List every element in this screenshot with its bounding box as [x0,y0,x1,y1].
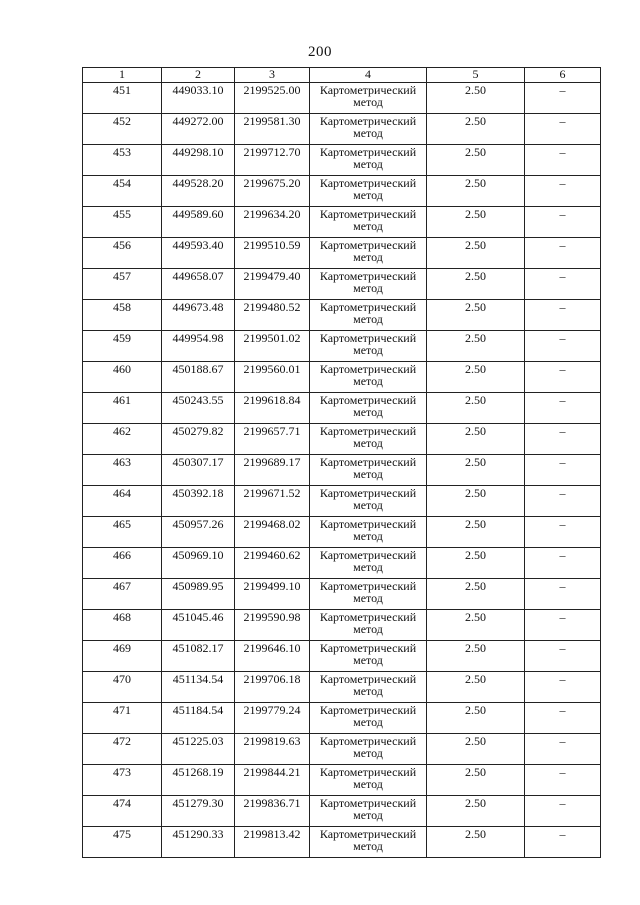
table-row [83,362,601,393]
accuracy-cell: 2.50 [427,455,525,486]
table-row [83,548,601,579]
x-coordinate-cell: 450188.67 [162,362,235,393]
x-coordinate-cell: 451134.54 [162,672,235,703]
description-cell: – [525,83,601,114]
point-number-cell: 455 [83,207,162,238]
method-cell: Картометрический метод [310,424,427,455]
point-number-cell: 460 [83,362,162,393]
description-cell: – [525,331,601,362]
y-coordinate-cell: 2199634.20 [235,207,310,238]
y-coordinate-cell: 2199590.98 [235,610,310,641]
accuracy-cell: 2.50 [427,238,525,269]
y-coordinate-cell: 2199460.62 [235,548,310,579]
table-row [83,796,601,827]
description-cell: – [525,269,601,300]
point-number-cell: 457 [83,269,162,300]
method-cell: Картометрический метод [310,486,427,517]
x-coordinate-cell: 450989.95 [162,579,235,610]
table-row [83,517,601,548]
table-row [83,455,601,486]
description-cell: – [525,734,601,765]
accuracy-cell: 2.50 [427,331,525,362]
column-header-4: 4 [310,68,427,83]
table-row [83,672,601,703]
method-cell: Картометрический метод [310,176,427,207]
description-cell: – [525,548,601,579]
description-cell: – [525,362,601,393]
table-row [83,393,601,424]
y-coordinate-cell: 2199779.24 [235,703,310,734]
x-coordinate-cell: 450969.10 [162,548,235,579]
point-number-cell: 468 [83,610,162,641]
table-row [83,703,601,734]
accuracy-cell: 2.50 [427,83,525,114]
accuracy-cell: 2.50 [427,703,525,734]
table-header-row [83,68,601,83]
point-number-cell: 467 [83,579,162,610]
method-cell: Картометрический метод [310,796,427,827]
method-cell: Картометрический метод [310,238,427,269]
table-row [83,641,601,672]
y-coordinate-cell: 2199675.20 [235,176,310,207]
method-cell: Картометрический метод [310,145,427,176]
point-number-cell: 458 [83,300,162,331]
y-coordinate-cell: 2199560.01 [235,362,310,393]
method-cell: Картометрический метод [310,765,427,796]
column-header-1: 1 [83,68,162,83]
description-cell: – [525,424,601,455]
point-number-cell: 472 [83,734,162,765]
description-cell: – [525,145,601,176]
x-coordinate-cell: 449528.20 [162,176,235,207]
y-coordinate-cell: 2199468.02 [235,517,310,548]
method-cell: Картометрический метод [310,610,427,641]
point-number-cell: 459 [83,331,162,362]
table-row [83,269,601,300]
accuracy-cell: 2.50 [427,796,525,827]
method-cell: Картометрический метод [310,827,427,858]
column-header-2: 2 [162,68,235,83]
description-cell: – [525,796,601,827]
table-row [83,610,601,641]
point-number-cell: 462 [83,424,162,455]
y-coordinate-cell: 2199712.70 [235,145,310,176]
x-coordinate-cell: 449272.00 [162,114,235,145]
x-coordinate-cell: 449673.48 [162,300,235,331]
point-number-cell: 453 [83,145,162,176]
page-number: 200 [308,44,332,60]
table-row [83,827,601,858]
coordinates-table [82,67,601,858]
accuracy-cell: 2.50 [427,734,525,765]
accuracy-cell: 2.50 [427,145,525,176]
x-coordinate-cell: 450307.17 [162,455,235,486]
method-cell: Картометрический метод [310,734,427,765]
description-cell: – [525,579,601,610]
accuracy-cell: 2.50 [427,424,525,455]
table-row [83,486,601,517]
point-number-cell: 465 [83,517,162,548]
point-number-cell: 454 [83,176,162,207]
column-header-6: 6 [525,68,601,83]
x-coordinate-cell: 450279.82 [162,424,235,455]
accuracy-cell: 2.50 [427,300,525,331]
description-cell: – [525,300,601,331]
method-cell: Картометрический метод [310,703,427,734]
description-cell: – [525,827,601,858]
point-number-cell: 451 [83,83,162,114]
y-coordinate-cell: 2199499.10 [235,579,310,610]
method-cell: Картометрический метод [310,331,427,362]
x-coordinate-cell: 449589.60 [162,207,235,238]
accuracy-cell: 2.50 [427,610,525,641]
y-coordinate-cell: 2199819.63 [235,734,310,765]
x-coordinate-cell: 451184.54 [162,703,235,734]
accuracy-cell: 2.50 [427,548,525,579]
y-coordinate-cell: 2199657.71 [235,424,310,455]
method-cell: Картометрический метод [310,517,427,548]
method-cell: Картометрический метод [310,579,427,610]
table-row [83,83,601,114]
x-coordinate-cell: 450957.26 [162,517,235,548]
method-cell: Картометрический метод [310,269,427,300]
x-coordinate-cell: 451290.33 [162,827,235,858]
method-cell: Картометрический метод [310,207,427,238]
accuracy-cell: 2.50 [427,269,525,300]
point-number-cell: 463 [83,455,162,486]
description-cell: – [525,610,601,641]
method-cell: Картометрический метод [310,393,427,424]
y-coordinate-cell: 2199646.10 [235,641,310,672]
accuracy-cell: 2.50 [427,486,525,517]
point-number-cell: 452 [83,114,162,145]
accuracy-cell: 2.50 [427,393,525,424]
x-coordinate-cell: 451045.46 [162,610,235,641]
description-cell: – [525,703,601,734]
table-row [83,765,601,796]
accuracy-cell: 2.50 [427,765,525,796]
method-cell: Картометрический метод [310,455,427,486]
accuracy-cell: 2.50 [427,579,525,610]
method-cell: Картометрический метод [310,83,427,114]
column-header-3: 3 [235,68,310,83]
point-number-cell: 469 [83,641,162,672]
y-coordinate-cell: 2199618.84 [235,393,310,424]
table-row [83,207,601,238]
description-cell: – [525,238,601,269]
description-cell: – [525,486,601,517]
y-coordinate-cell: 2199510.59 [235,238,310,269]
y-coordinate-cell: 2199671.52 [235,486,310,517]
x-coordinate-cell: 451082.17 [162,641,235,672]
description-cell: – [525,176,601,207]
x-coordinate-cell: 450243.55 [162,393,235,424]
accuracy-cell: 2.50 [427,207,525,238]
table-row [83,331,601,362]
table-row [83,579,601,610]
table-row [83,114,601,145]
point-number-cell: 461 [83,393,162,424]
accuracy-cell: 2.50 [427,641,525,672]
method-cell: Картометрический метод [310,672,427,703]
point-number-cell: 473 [83,765,162,796]
point-number-cell: 456 [83,238,162,269]
column-header-5: 5 [427,68,525,83]
point-number-cell: 464 [83,486,162,517]
description-cell: – [525,207,601,238]
y-coordinate-cell: 2199813.42 [235,827,310,858]
x-coordinate-cell: 451225.03 [162,734,235,765]
y-coordinate-cell: 2199689.17 [235,455,310,486]
accuracy-cell: 2.50 [427,176,525,207]
accuracy-cell: 2.50 [427,362,525,393]
x-coordinate-cell: 449954.98 [162,331,235,362]
x-coordinate-cell: 449033.10 [162,83,235,114]
description-cell: – [525,672,601,703]
accuracy-cell: 2.50 [427,672,525,703]
method-cell: Картометрический метод [310,548,427,579]
y-coordinate-cell: 2199479.40 [235,269,310,300]
method-cell: Картометрический метод [310,300,427,331]
description-cell: – [525,455,601,486]
x-coordinate-cell: 449298.10 [162,145,235,176]
description-cell: – [525,393,601,424]
y-coordinate-cell: 2199525.00 [235,83,310,114]
description-cell: – [525,765,601,796]
table-row [83,176,601,207]
point-number-cell: 471 [83,703,162,734]
x-coordinate-cell: 451268.19 [162,765,235,796]
x-coordinate-cell: 451279.30 [162,796,235,827]
method-cell: Картометрический метод [310,641,427,672]
y-coordinate-cell: 2199706.18 [235,672,310,703]
x-coordinate-cell: 449593.40 [162,238,235,269]
description-cell: – [525,641,601,672]
table-row [83,424,601,455]
accuracy-cell: 2.50 [427,114,525,145]
table-row [83,734,601,765]
table-row [83,238,601,269]
point-number-cell: 474 [83,796,162,827]
y-coordinate-cell: 2199501.02 [235,331,310,362]
table-body [83,83,601,858]
accuracy-cell: 2.50 [427,827,525,858]
method-cell: Картометрический метод [310,114,427,145]
description-cell: – [525,517,601,548]
y-coordinate-cell: 2199844.21 [235,765,310,796]
x-coordinate-cell: 450392.18 [162,486,235,517]
point-number-cell: 470 [83,672,162,703]
point-number-cell: 475 [83,827,162,858]
x-coordinate-cell: 449658.07 [162,269,235,300]
y-coordinate-cell: 2199581.30 [235,114,310,145]
point-number-cell: 466 [83,548,162,579]
method-cell: Картометрический метод [310,362,427,393]
description-cell: – [525,114,601,145]
table-row [83,145,601,176]
y-coordinate-cell: 2199836.71 [235,796,310,827]
accuracy-cell: 2.50 [427,517,525,548]
y-coordinate-cell: 2199480.52 [235,300,310,331]
table-row [83,300,601,331]
